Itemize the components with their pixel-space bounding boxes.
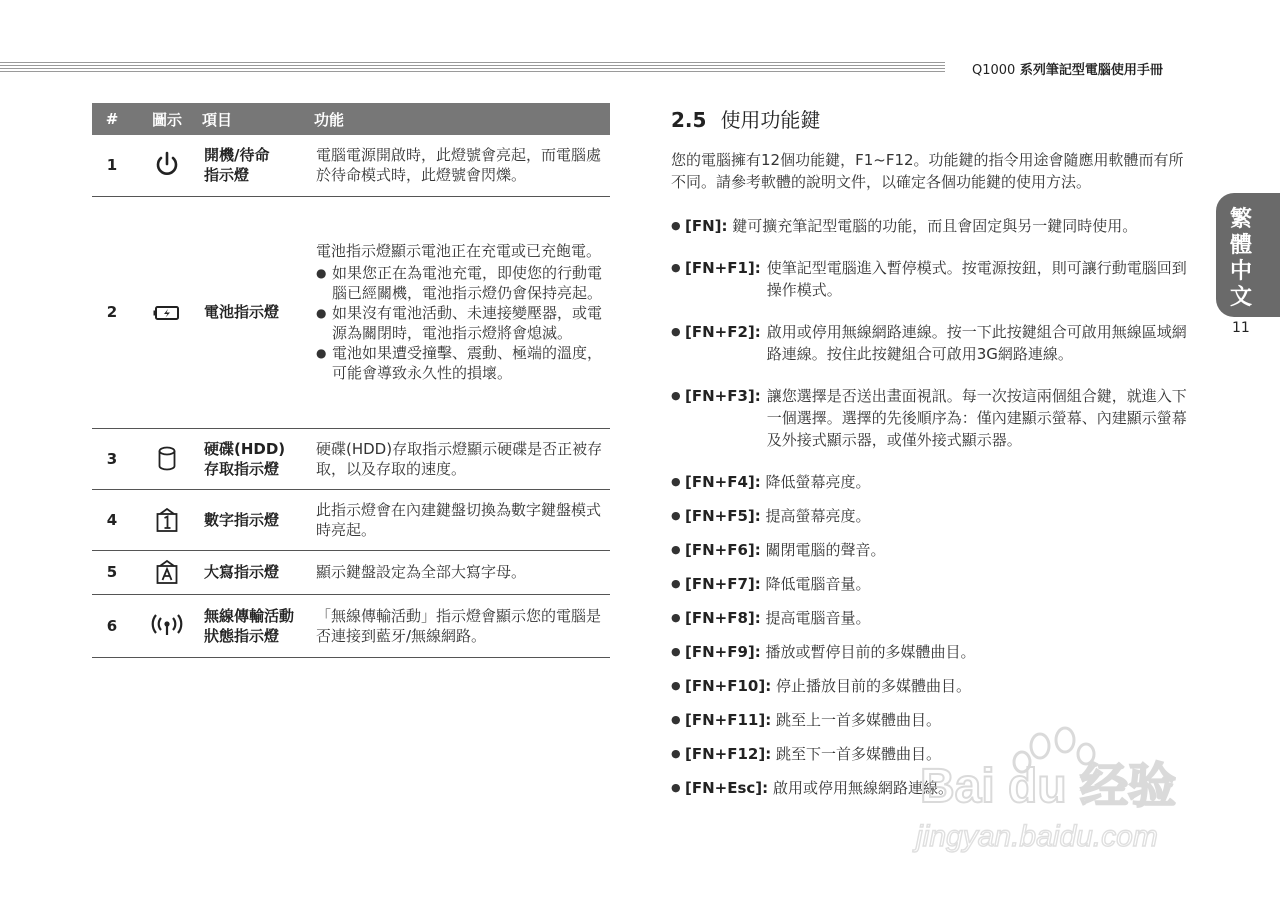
list-item: ● 如果沒有電池活動、未連接變壓器，或電源為關閉時，電池指示燈將會熄滅。	[316, 303, 604, 343]
key-desc: 鍵可擴充筆記型電腦的功能，而且會固定與另一鍵同時使用。	[732, 217, 1138, 235]
section-number: 2.5	[671, 108, 707, 132]
row-item: 數字指示燈	[202, 489, 314, 550]
watermark-url: jingyan.baidu.com	[916, 820, 1158, 853]
key-combo: [FN+F4]:	[685, 473, 761, 491]
list-item	[671, 539, 1191, 561]
row-number: 1	[92, 135, 132, 196]
key-combo: ● [FN+F2]:	[685, 323, 761, 341]
col-function: 功能	[314, 103, 610, 135]
power-icon	[132, 135, 202, 196]
function-keys-section	[671, 104, 1191, 811]
numlock-icon	[132, 489, 202, 550]
key-combo: [FN+F9]:	[685, 643, 761, 661]
key-desc: 提高螢幕亮度。	[765, 507, 871, 525]
row-item: 電池指示燈	[202, 196, 314, 428]
col-item: 項目	[202, 103, 314, 135]
watermark-brand: Bai du 经验	[920, 760, 1177, 813]
key-desc: 讓您選擇是否送出畫面視訊。每一次按這兩個組合鍵，就進入下一個選擇。選擇的先後順序為：僅內建顯示螢幕、內建顯示螢幕及外接式顯示器，或僅外接式顯示器。	[766, 387, 1187, 449]
row-number: 3	[92, 428, 132, 489]
key-desc: 降低電腦音量。	[765, 575, 871, 593]
col-icon: 圖示	[132, 103, 202, 135]
list-item	[671, 505, 1191, 527]
baidu-watermark-logo	[900, 718, 1210, 858]
list-item: ● 如果您正在為電池充電，即使您的行動電腦已經關機，電池指示燈仍會保持亮起。	[316, 263, 604, 303]
row-item: 開機/待命 指示燈	[202, 135, 314, 196]
row-function	[314, 135, 610, 196]
header-title	[972, 59, 1163, 78]
row-number: 4	[92, 489, 132, 550]
section-title-text: 使用功能鍵	[720, 108, 821, 132]
row-item: 硬碟(HDD) 存取指示燈	[202, 428, 314, 489]
key-desc: 停止播放目前的多媒體曲目。	[775, 677, 971, 695]
key-desc: 跳至上一首多媒體曲目。	[775, 711, 941, 729]
list-item	[671, 675, 1191, 697]
key-desc: 跳至下一首多媒體曲目。	[775, 745, 941, 763]
function-text: 此指示燈會在內建鍵盤切換為數字鍵盤模式時亮起。	[316, 500, 602, 539]
battery-icon	[132, 196, 202, 428]
row-number: 6	[92, 594, 132, 657]
list-item	[671, 573, 1191, 595]
key-combo: [FN+Esc]:	[685, 779, 769, 797]
header-manual-title: 系列筆記型電腦使用手冊	[1019, 63, 1163, 78]
function-text: 硬碟(HDD)存取指示燈顯示硬碟是否正被存取，以及存取的速度。	[316, 439, 603, 478]
wireless-icon	[132, 594, 202, 657]
header-model: Q1000	[972, 63, 1016, 78]
row-number: 2	[92, 196, 132, 428]
key-combo: [FN+F8]:	[685, 609, 761, 627]
list-item	[671, 641, 1191, 663]
key-desc: 啟用或停用無線網路連線。按一下此按鍵組合可啟用無線區域網路連線。按住此按鍵組合可啟用3G網路連線。	[766, 323, 1187, 363]
row-function	[314, 196, 610, 428]
function-text: 電腦電源開啟時，此燈號會亮起，而電腦處於待命模式時，此燈號會閃爍。	[316, 146, 602, 185]
section-intro: 您的電腦擁有12個功能鍵，F1~F12。功能鍵的指令用途會隨應用軟體而有所不同。請參考軟體的說明文件，以確定各個功能鍵的使用方法。	[671, 151, 1184, 191]
list-item	[671, 321, 1191, 365]
key-combo: [FN+F7]:	[685, 575, 761, 593]
table-row	[92, 428, 610, 489]
col-number: #	[92, 103, 132, 135]
language-tab	[1216, 193, 1280, 317]
row-number: 5	[92, 550, 132, 594]
table-row	[92, 489, 610, 550]
key-combo: ● [FN+F3]:	[685, 387, 761, 405]
row-function	[314, 489, 610, 550]
row-function	[314, 428, 610, 489]
row-function	[314, 550, 610, 594]
table-row	[92, 594, 610, 657]
list-item: ● 電池如果遭受撞擊、震動、極端的溫度，可能會導致永久性的損壞。	[316, 343, 604, 383]
key-combo: [FN+F5]:	[685, 507, 761, 525]
key-desc: 播放或暫停目前的多媒體曲目。	[765, 643, 976, 661]
table-row	[92, 135, 610, 196]
key-desc: 降低螢幕亮度。	[765, 473, 871, 491]
list-item	[671, 607, 1191, 629]
list-item	[671, 471, 1191, 493]
header-rule	[0, 62, 945, 74]
list-item	[671, 215, 1191, 237]
key-desc: 提高電腦音量。	[765, 609, 871, 627]
key-combo: [FN+F12]:	[685, 745, 772, 763]
key-desc: 關閉電腦的聲音。	[765, 541, 886, 559]
function-text: 顯示鍵盤設定為全部大寫字母。	[316, 563, 527, 581]
key-combo: ● [FN+F1]:	[685, 259, 761, 277]
row-function	[314, 594, 610, 657]
table-header-row	[92, 103, 610, 135]
key-combo: [FN+F10]:	[685, 677, 772, 695]
function-text: 電池指示燈顯示電池正在充電或已充飽電。	[316, 242, 602, 260]
row-item: 無線傳輸活動 狀態指示燈	[202, 594, 314, 657]
table-row	[92, 196, 610, 428]
function-text: 「無線傳輸活動」指示燈會顯示您的電腦是否連接到藍牙/無線網路。	[316, 606, 602, 645]
indicator-table	[92, 103, 610, 658]
list-item	[671, 385, 1191, 451]
language-tab-label: 繁體中文	[1229, 207, 1252, 310]
key-combo: [FN+F6]:	[685, 541, 761, 559]
section-title	[671, 104, 1191, 133]
key-desc: 啟用或停用無線網路連線。	[772, 779, 953, 797]
key-combo: [FN]:	[685, 217, 728, 235]
function-bullets	[316, 263, 604, 383]
key-combo: [FN+F11]:	[685, 711, 772, 729]
table-row	[92, 550, 610, 594]
row-item: 大寫指示燈	[202, 550, 314, 594]
list-item	[671, 257, 1191, 301]
capslock-icon	[132, 550, 202, 594]
hdd-icon	[132, 428, 202, 489]
key-desc: 使筆記型電腦進入暫停模式。按電源按鈕，則可讓行動電腦回到操作模式。	[766, 259, 1187, 299]
page-number: 11	[1232, 320, 1250, 336]
